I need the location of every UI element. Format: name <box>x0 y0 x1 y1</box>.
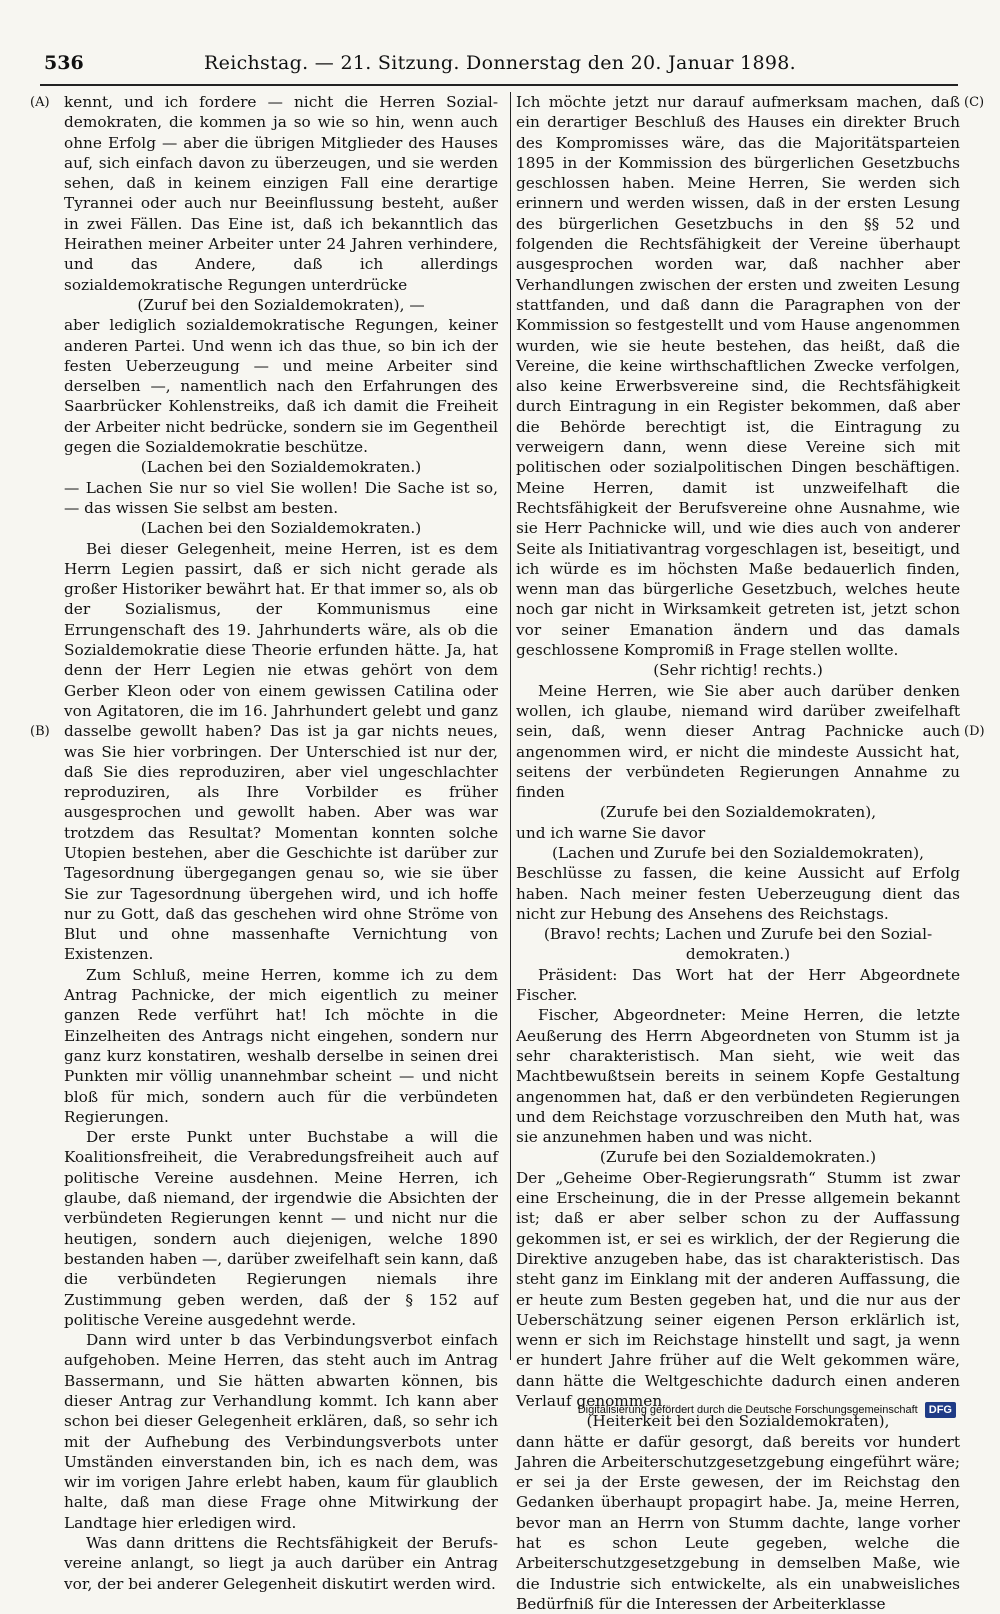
interjection: (Lachen bei den Sozialdemokraten.) <box>140 458 422 477</box>
running-title: Reichstag. — 21. Sitzung. Donnerstag den 20. Januar 1898. <box>204 52 796 74</box>
interjection: (Lachen und Zurufe bei den Sozialdemokraten), <box>552 843 924 862</box>
header-rule <box>40 84 958 86</box>
interjection: (Zurufe bei den Sozialdemokraten.) <box>599 1148 877 1167</box>
interjection: (Heiterkeit bei den Sozialdemokraten), <box>586 1412 890 1431</box>
margin-mark-d: (D) <box>964 724 985 739</box>
dfg-logo: DFG <box>925 1402 956 1418</box>
paragraph: Dann wird unter b das Verbindungsverbot einfach aufgehoben. Meine Herren, das steht auch im Antrag Bassermann, und Sie hätten abwarten können, bis dieser Antrag zur Verhandlung kommt. Ich kann aber schon bei dieser Gelegenheit erklären, daß, so sehr ich mit der Aufhebung des Verbindungsverbots unter Umständen einverstanden bin, ich es nach dem, was wir im vorigen Jahre erlebt haben, kaum für glaublich halte, daß man diese Frage ohne Mitwirkung der Landtage hier erledigen wird. <box>64 1331 498 1532</box>
interjection: (Zurufe bei den Sozialdemokraten), <box>599 803 877 822</box>
paragraph: Zum Schluß, meine Herren, komme ich zu dem Antrag Pachnicke, der mich eigentlich zu meiner ganzen Rede verführt hat! Ich möchte in die Einzelheiten des Antrags nicht eingehen, sondern nur ganz kurz konstatiren, weshalb derselbe in seinen drei Punkten mir völlig unannehmbar scheint — und nicht bloß für mich, sondern auch für die verbündeten Regierungen. <box>64 965 498 1126</box>
interjection: (Zuruf bei den Sozialdemokraten), — <box>137 295 425 314</box>
speaker-president: Präsident: Das Wort hat der Herr Abgeordnete Fischer. <box>516 965 960 1005</box>
margin-mark-c: (C) <box>964 95 985 110</box>
left-column <box>64 92 498 1594</box>
paragraph: Der „Geheime Ober-Regierungsrath“ Stumm ist zwar eine Erscheinung, die in der Presse allgemein bekannt ist; daß er aber selber schon zu der Auffassung gekommen ist, er sei es wirklich, der der Regierung die Direktive anzugeben habe, das ist charakteristisch. Das steht ganz im Einklang mit der anderen Auffassung, die er heute zum Besten gegeben hat, und die nur aus der Ueberschätzung seiner eigenen Person erklärlich ist, wenn er sich im Reichstage hinstellt und sagt, ja wenn er hundert Jahre früher auf die Welt gekommen wäre, dann hätte die Weltgeschichte dadurch einen anderen Verlauf genommen <box>516 1168 960 1410</box>
paragraph: Meine Herren, wie Sie aber auch darüber denken wollen, ich glaube, niemand wird darüber zweifelhaft sein, daß, wenn dieser Antrag Pachnicke auch angenommen wird, er nicht die mindeste Aussicht hat, seitens der verbündeten Regierungen Annahme zu finden <box>516 681 960 802</box>
page-header <box>40 46 960 80</box>
paragraph: Bei dieser Gelegenheit, meine Herren, ist es dem Herrn Legien passirt, daß er sich nicht gerade als großer Historiker bewährt hat. Er that immer so, als ob der Sozialismus, der Kommunismus eine Errungenschaft des 19. Jahrhunderts wäre, als ob die Sozialdemokratie diese Theorie erfunden hätte. Ja, hat denn der Herr Legien nie etwas gehört von dem Gerber Kleon oder von einem gewissen Catilina oder von Agitatoren, die im 16. Jahrhundert gelebt und ganz dasselbe gewollt haben? Das ist ja gar nichts neues, was Sie hier vorbringen. Der Unterschied ist nur der, daß Sie dies reproduziren, aber viel ungeschlachter reproduziren, als Ihre Vorbilder es früher ausgesprochen und gewollt haben. Aber was war trotzdem das Resultat? Momentan konnten solche Utopien bestehen, aber die Geschichte ist darüber zur Tagesordnung übergegangen genau so, wie sie über Sie zur Tagesordnung übergehen wird, und ich hoffe nur zu Gott, daß das geschehen wird ohne Ströme von Blut und ohne massenhafte Vernichtung von Existenzen. <box>64 539 498 964</box>
interjection: (Bravo! rechts; Lachen und Zurufe bei den Sozialdemokraten.) <box>543 925 933 964</box>
digitization-credit <box>578 1400 956 1420</box>
paragraph: Beschlüsse zu fassen, die keine Aussicht auf Erfolg haben. Nach meiner festen Ueberzeugung dient das nicht zur Hebung des Ansehens des Reichstags. <box>516 864 960 923</box>
margin-mark-a: (A) <box>30 95 50 110</box>
paragraph: — Lachen Sie nur so viel Sie wollen! Die Sache ist so, — das wissen Sie selbst am besten. <box>64 478 498 517</box>
column-divider <box>510 92 511 1360</box>
interjection: (Lachen bei den Sozialdemokraten.) <box>140 519 422 538</box>
paragraph: Ich möchte jetzt nur darauf aufmerksam machen, daß ein derartiger Beschluß des Hauses ein direkter Bruch des Kompromisses wäre, das die Majoritätsparteien 1895 in der Kommission des bürgerlichen Gesetzbuchs geschlossen haben. Meine Herren, Sie werden sich erinnern und werden wissen, daß in der ersten Lesung des bürgerlichen Gesetzbuchs in den §§ 52 und folgenden die Rechtsfähigkeit der Vereine überhaupt ausgesprochen worden war, daß nachher aber Verhandlungen zwischen der ersten und zweiten Lesung stattfanden, und daß dann die Paragraphen von der Kommission so festgestellt und vom Hause angenommen wurden, wie sie heute bestehen, das heißt, daß die Vereine, die keine wirthschaftlichen Zwecke verfolgen, also keine Erwerbsvereine sind, die Rechtsfähigkeit durch Eintragung in ein Register bekommen, daß aber die Behörde berechtigt ist, die Eintragung zu verweigern dann, wenn diese Vereine sich mit politischen oder sozialpolitischen Dingen beschäftigen. Meine Herren, damit ist unzweifelhaft die Rechtsfähigkeit der Berufsvereine ohne Ausnahme, wie sie Herr Pachnicke will, und wie dies auch von anderer Seite als Initiativantrag vorgeschlagen ist, beseitigt, und ich würde es im höchsten Maße bedauerlich finden, wenn man das bürgerliche Gesetzbuch, welches heute noch gar nicht in Wirksamkeit getreten ist, jetzt schon vor seiner Emanation ändern und das damals geschlossene Kompromiß in Frage stellen wollte. <box>516 93 960 660</box>
interjection: (Sehr richtig! rechts.) <box>653 661 823 680</box>
paragraph: Was dann drittens die Rechtsfähigkeit der Berufsvereine anlangt, so liegt ja auch darüber ein Antrag vor, der bei anderer Gelegenheit diskutirt werden wird. <box>64 1534 498 1593</box>
credit-text: Digitalisierung gefördert durch die Deutsche Forschungsgemeinschaft <box>577 1404 918 1416</box>
speaker-fischer: Fischer, Abgeordneter: Meine Herren, die letzte Aeußerung des Herrn Abgeordneten von Stumm ist ja sehr charakteristisch. Man sieht, wie weit das Machtbewußtsein bereits in seinem Kopfe Gestaltung angenommen hat, daß er den verbündeten Regierungen und dem Reichstage vorzuschreiben den Muth hat, was sie anzunehmen haben und was nicht. <box>516 1006 960 1147</box>
right-column <box>516 92 960 1614</box>
paragraph: und ich warne Sie davor <box>516 823 706 842</box>
paragraph: dann hätte er dafür gesorgt, daß bereits vor hundert Jahren die Arbeiterschutzgesetzgebung eingeführt wäre; er sei ja der Erste gewesen, der im Reichstag den Gedanken überhaupt propagirt habe. Ja, meine Herren, bevor man an Herrn von Stumm dachte, lange vorher hat es schon Leute gegeben, welche die Arbeiterschutzgesetzgebung in demselben Maße, wie die Industrie sich entwickelte, als ein unabweisliches Bedürfniß für die Interessen der Arbeiterklasse <box>516 1432 960 1613</box>
margin-mark-b: (B) <box>30 724 50 739</box>
page-number: 536 <box>44 52 84 74</box>
paragraph: aber lediglich sozialdemokratische Regungen, keiner anderen Partei. Und wenn ich das thue, so bin ich der festen Ueberzeugung — und meine Arbeiter sind derselben —, namentlich nach den Erfahrungen des Saarbrücker Kohlenstreiks, daß ich damit die Freiheit der Arbeiter nicht bedrücke, sondern sie im Gegentheil gegen die Sozialdemokratie beschütze. <box>64 316 498 457</box>
paragraph: kennt, und ich fordere — nicht die Herren Sozialdemokraten, die kommen ja so wie so hin, wenn auch ohne Erfolg — aber die übrigen Mitglieder des Hauses auf, sich einfach davon zu überzeugen, und sie werden sehen, daß in keinem einzigen Fall eine derartige Tyrannei oder auch nur Beeinflussung besteht, außer in zwei Fällen. Das Eine ist, daß ich bekanntlich das Heirathen meiner Arbeiter unter 24 Jahren verhindere, und das Andere, daß ich allerdings sozialdemokratische Regungen unterdrücke <box>64 93 498 294</box>
paragraph: Der erste Punkt unter Buchstabe a will die Koalitionsfreiheit, die Verabredungsfreiheit auch auf politische Vereine ausdehnen. Meine Herren, ich glaube, daß niemand, der irgendwie die Absichten der verbündeten Regierungen kennt — und nicht nur die heutigen, sondern auch diejenigen, welche 1890 bestanden haben —, darüber zweifelhaft sein kann, daß die verbündeten Regierungen niemals ihre Zustimmung geben werden, daß der § 152 auf politische Vereine ausgedehnt werde. <box>64 1128 498 1329</box>
